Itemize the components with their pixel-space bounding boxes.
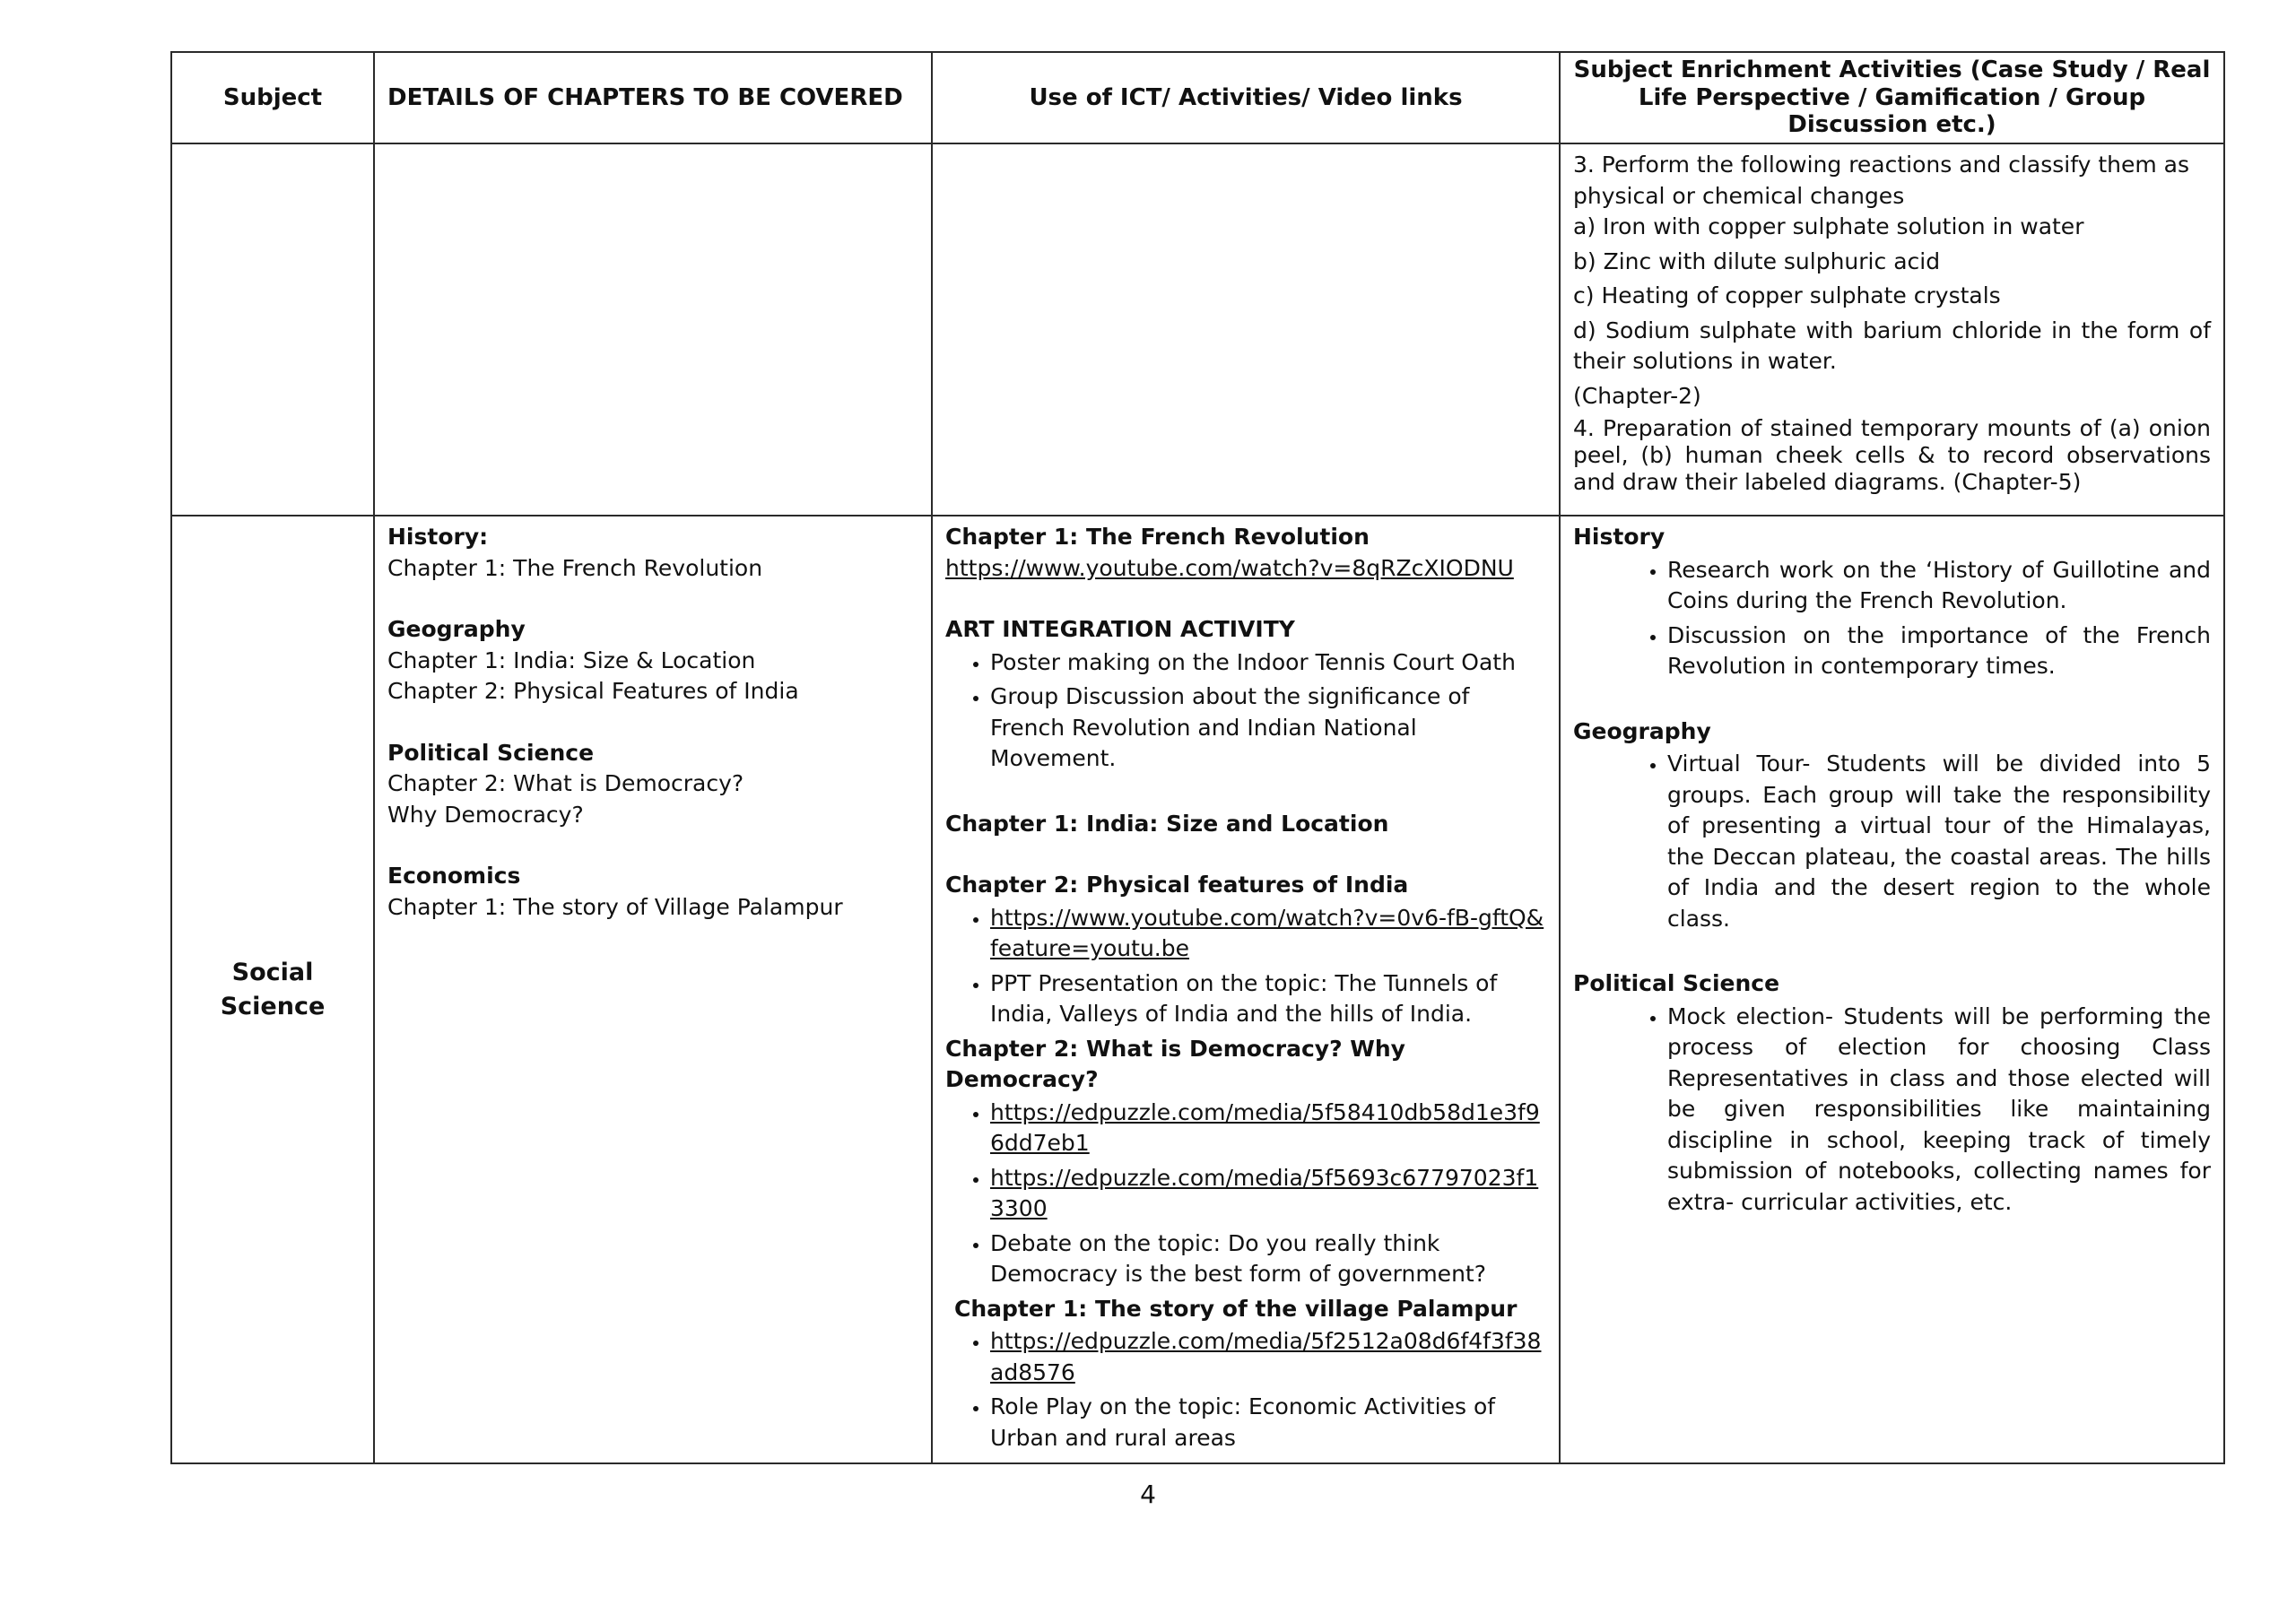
economics-chapter-1: Chapter 1: The story of Village Palampur <box>387 893 843 920</box>
header-enrichment: Subject Enrichment Activities (Case Study / Real Life Perspective / Gamification / Group Discussion etc.) <box>1560 52 2224 143</box>
cont-details-cell <box>374 143 932 516</box>
enrichment-geography-list <box>1573 749 2211 934</box>
economics-heading: Economics <box>387 863 521 890</box>
geo-activity-list <box>945 903 1546 1030</box>
enrichment-item-3d: d) Sodium sulphate with barium chloride in the form of their solutions in water. <box>1573 317 2211 375</box>
list-item <box>990 1326 1546 1388</box>
edpuzzle-link-palampur[interactable]: https://edpuzzle.com/media/5f2512a08d6f4f3f38ad8576 <box>990 1328 1542 1385</box>
polsci-activity-list <box>945 1098 1546 1290</box>
geography-chapter-2: Chapter 2: Physical Features of India <box>387 678 799 705</box>
video-link-french-revolution[interactable]: https://www.youtube.com/watch?v=8qRZcXIODNU <box>945 554 1514 581</box>
art-activity-list <box>945 647 1546 775</box>
ict-cell <box>932 516 1560 1463</box>
ict-geo-ch1-title: Chapter 1: India: Size and Location <box>945 810 1389 837</box>
enrichment-item-3b: b) Zinc with dilute sulphuric acid <box>1573 247 1941 274</box>
enrichment-polsci-list <box>1573 1002 2211 1219</box>
enrichment-item-3a: a) Iron with copper sulphate solution in water <box>1573 213 2084 240</box>
list-item: • Discussion on the importance of the French Revolution in contemporary times. <box>1667 621 2211 682</box>
geography-chapter-1: Chapter 1: India: Size & Location <box>387 647 756 673</box>
cont-subject-cell <box>171 143 374 516</box>
ict-polsci-title: Chapter 2: What is Democracy? Why Democracy? <box>945 1035 1405 1093</box>
header-ict: Use of ICT/ Activities/ Video links <box>932 52 1560 143</box>
ict-economics-title: Chapter 1: The story of the village Palampur <box>954 1295 1518 1322</box>
edpuzzle-link-democracy-1[interactable]: https://edpuzzle.com/media/5f58410db58d1e3f96dd7eb1 <box>990 1098 1540 1157</box>
page-number: 4 <box>1140 1480 1156 1509</box>
history-heading: History: <box>387 524 489 551</box>
list-item <box>990 903 1546 965</box>
enrichment-item-4: 4. Preparation of stained temporary mounts of (a) onion peel, (b) human cheek cells & to record observations and draw their labeled diagrams. (Chapter-5) <box>1573 415 2211 496</box>
polsci-chapter-2: Chapter 2: What is Democracy? Why Democracy? <box>387 770 744 828</box>
table-row-social-science <box>171 516 2224 1463</box>
ict-geo-ch2-title: Chapter 2: Physical features of India <box>945 872 1409 898</box>
enrichment-item-3-ref: (Chapter-2) <box>1573 382 1701 409</box>
enrichment-item-3: 3. Perform the following reactions and classify them as physical or chemical changes <box>1573 152 2189 209</box>
art-integration-heading: ART INTEGRATION ACTIVITY <box>945 616 1295 643</box>
enrichment-cell <box>1560 516 2224 1463</box>
curriculum-table <box>170 51 2225 1464</box>
list-item: • PPT Presentation on the topic: The Tunnels of India, Valleys of India and the hills of India. <box>990 968 1546 1030</box>
list-item: • Mock election- Students will be performing the process of election for choosing Class Representatives in class and those elected will be given responsibilities like maintaining discipline in school, keeping track of timely submission of notebooks, collecting names for extra- curricular activities, etc. <box>1667 1002 2211 1219</box>
list-item: • Debate on the topic: Do you really think Democracy is the best form of government? <box>990 1228 1546 1290</box>
list-item: • Group Discussion about the significance of French Revolution and Indian National Movement. <box>990 681 1546 775</box>
subject-cell: Social Science <box>171 516 374 1463</box>
header-row <box>171 52 2224 143</box>
list-item: • Role Play on the topic: Economic Activities of Urban and rural areas <box>990 1392 1546 1454</box>
economics-activity-list <box>945 1326 1546 1454</box>
list-item: • Research work on the ‘History of Guillotine and Coins during the French Revolution. <box>1667 555 2211 617</box>
ict-ch1-title: Chapter 1: The French Revolution <box>945 524 1370 551</box>
enrichment-geography-heading: Geography <box>1573 717 1711 744</box>
enrichment-polsci-heading: Political Science <box>1573 970 1780 997</box>
polsci-heading: Political Science <box>387 739 595 766</box>
cont-ict-cell <box>932 143 1560 516</box>
edpuzzle-link-democracy-2[interactable]: https://edpuzzle.com/media/5f5693c67797023f13300 <box>990 1164 1539 1222</box>
header-subject: Subject <box>171 52 374 143</box>
history-chapter-1: Chapter 1: The French Revolution <box>387 554 763 581</box>
list-item <box>990 1098 1546 1159</box>
cont-enrichment-cell <box>1560 143 2224 516</box>
list-item: • Virtual Tour- Students will be divided into 5 groups. Each group will take the responsibility of presenting a virtual tour of the Himalayas, the Deccan plateau, the coastal areas. The hills of India and the desert region to the whole class. <box>1667 749 2211 934</box>
list-item <box>990 1163 1546 1225</box>
table-row-continuation <box>171 143 2224 516</box>
enrichment-history-list <box>1573 555 2211 682</box>
enrichment-item-3c: c) Heating of copper sulphate crystals <box>1573 282 2001 309</box>
geography-heading: Geography <box>387 616 526 643</box>
list-item: • Poster making on the Indoor Tennis Court Oath <box>990 647 1546 679</box>
details-cell <box>374 516 932 1463</box>
enrichment-history-heading: History <box>1573 524 1665 551</box>
video-link-physical-features[interactable]: https://www.youtube.com/watch?v=0v6-fB-gftQ&feature=youtu.be <box>990 904 1544 962</box>
header-details: DETAILS OF CHAPTERS TO BE COVERED <box>374 52 932 143</box>
